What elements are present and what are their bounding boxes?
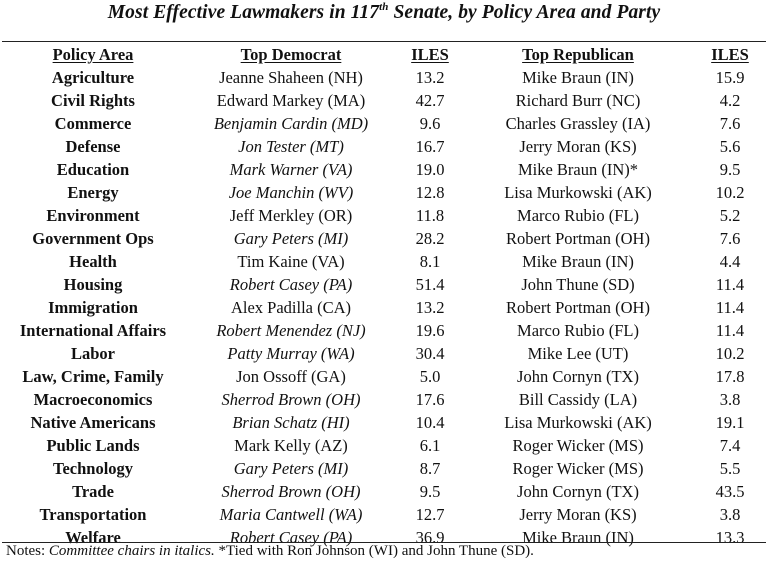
republican-iles-cell: 5.5 bbox=[719, 459, 741, 478]
table-row bbox=[2, 181, 766, 204]
democrat-iles-cell: 12.8 bbox=[415, 183, 445, 202]
republican-iles-cell: 11.4 bbox=[715, 321, 745, 340]
republican-cell: Jerry Moran (KS) bbox=[519, 137, 637, 156]
republican-cell: Robert Portman (OH) bbox=[506, 298, 650, 317]
democrat-iles-cell: 13.2 bbox=[415, 68, 445, 87]
democrat-cell: Sherrod Brown (OH) bbox=[221, 482, 361, 501]
table-row bbox=[2, 135, 766, 158]
democrat-cell: Gary Peters (MI) bbox=[233, 459, 349, 478]
democrat-iles-cell: 16.7 bbox=[415, 137, 445, 156]
policy-area-cell: Welfare bbox=[65, 528, 121, 547]
policy-area-cell: Native Americans bbox=[30, 413, 156, 432]
table-row bbox=[2, 434, 766, 457]
republican-cell: Lisa Murkowski (AK) bbox=[504, 413, 652, 432]
republican-iles-cell: 5.2 bbox=[719, 206, 741, 225]
policy-area-cell: Public Lands bbox=[46, 436, 140, 455]
policy-area-cell: Defense bbox=[65, 137, 121, 156]
democrat-iles-cell: 13.2 bbox=[415, 298, 445, 317]
democrat-cell: Benjamin Cardin (MD) bbox=[213, 114, 369, 133]
republican-iles-cell: 3.8 bbox=[719, 390, 741, 409]
table-row bbox=[2, 273, 766, 296]
democrat-iles-cell: 42.7 bbox=[415, 91, 445, 110]
republican-iles-cell: 11.4 bbox=[715, 275, 745, 294]
democrat-iles-cell: 10.4 bbox=[415, 413, 445, 432]
table-row bbox=[2, 388, 766, 411]
table-row bbox=[2, 365, 766, 388]
democrat-iles-cell: 12.7 bbox=[415, 505, 445, 524]
republican-iles-cell: 13.3 bbox=[715, 528, 745, 547]
republican-cell: Roger Wicker (MS) bbox=[512, 436, 644, 455]
republican-cell: Lisa Murkowski (AK) bbox=[504, 183, 652, 202]
table-row bbox=[2, 480, 766, 503]
table-row bbox=[2, 319, 766, 342]
policy-area-cell: Health bbox=[69, 252, 117, 271]
policy-area-cell: Government Ops bbox=[32, 229, 154, 248]
republican-cell: John Thune (SD) bbox=[521, 275, 635, 294]
democrat-cell: Robert Casey (PA) bbox=[229, 275, 353, 294]
lawmakers-table bbox=[2, 43, 766, 549]
republican-cell: Robert Portman (OH) bbox=[506, 229, 650, 248]
democrat-cell: Jon Tester (MT) bbox=[238, 137, 344, 156]
democrat-iles-cell: 6.1 bbox=[419, 436, 441, 455]
header-iles-republican: ILES bbox=[711, 45, 749, 64]
header-row bbox=[2, 43, 766, 66]
table-body bbox=[2, 66, 766, 549]
democrat-iles-cell: 51.4 bbox=[415, 275, 445, 294]
header-policy-area: Policy Area bbox=[52, 45, 134, 64]
democrat-iles-cell: 36.9 bbox=[415, 528, 445, 547]
table-row bbox=[2, 112, 766, 135]
democrat-cell: Alex Padilla (CA) bbox=[230, 298, 352, 317]
democrat-iles-cell: 11.8 bbox=[415, 206, 445, 225]
democrat-cell: Edward Markey (MA) bbox=[216, 91, 366, 110]
democrat-cell: Jeanne Shaheen (NH) bbox=[219, 68, 363, 87]
notes-prefix: Notes: bbox=[6, 543, 49, 559]
table-row bbox=[2, 204, 766, 227]
republican-cell: Mike Braun (IN) bbox=[522, 528, 634, 547]
notes-italic: Committee chairs in italics. bbox=[48, 543, 215, 559]
republican-iles-cell: 4.4 bbox=[719, 252, 741, 271]
democrat-iles-cell: 30.4 bbox=[415, 344, 445, 363]
democrat-iles-cell: 8.7 bbox=[419, 459, 441, 478]
republican-cell: Mike Braun (IN)* bbox=[517, 160, 639, 179]
democrat-iles-cell: 17.6 bbox=[415, 390, 445, 409]
republican-iles-cell: 9.5 bbox=[719, 160, 741, 179]
notes-suffix: *Tied with Ron Johnson (WI) and John Thune (SD). bbox=[214, 543, 534, 559]
policy-area-cell: Trade bbox=[72, 482, 114, 501]
header-top-democrat: Top Democrat bbox=[240, 45, 342, 64]
table-row bbox=[2, 250, 766, 273]
republican-cell: Bill Cassidy (LA) bbox=[518, 390, 638, 409]
title-rest: Senate, by Policy Area and Party bbox=[388, 2, 661, 23]
table-row bbox=[2, 158, 766, 181]
table-title bbox=[0, 2, 768, 24]
republican-iles-cell: 10.2 bbox=[715, 344, 745, 363]
republican-iles-cell: 11.4 bbox=[715, 298, 745, 317]
republican-iles-cell: 7.6 bbox=[719, 229, 741, 248]
democrat-iles-cell: 8.1 bbox=[419, 252, 441, 271]
democrat-cell: Sherrod Brown (OH) bbox=[221, 390, 361, 409]
democrat-cell: Jeff Merkley (OR) bbox=[229, 206, 353, 225]
democrat-cell: Robert Casey (PA) bbox=[229, 528, 353, 547]
republican-cell: Mike Braun (IN) bbox=[522, 252, 634, 271]
republican-cell: Charles Grassley (IA) bbox=[505, 114, 651, 133]
republican-cell: Richard Burr (NC) bbox=[515, 91, 641, 110]
policy-area-cell: Energy bbox=[67, 183, 119, 202]
policy-area-cell: Agriculture bbox=[51, 68, 135, 87]
policy-area-cell: Macroeconomics bbox=[33, 390, 153, 409]
republican-cell: Roger Wicker (MS) bbox=[512, 459, 644, 478]
policy-area-cell: Labor bbox=[70, 344, 115, 363]
republican-iles-cell: 7.6 bbox=[719, 114, 741, 133]
democrat-cell: Joe Manchin (WV) bbox=[228, 183, 354, 202]
republican-iles-cell: 7.4 bbox=[719, 436, 741, 455]
democrat-cell: Robert Menendez (NJ) bbox=[216, 321, 366, 340]
table-row bbox=[2, 227, 766, 250]
table-row bbox=[2, 66, 766, 89]
republican-cell: Jerry Moran (KS) bbox=[519, 505, 637, 524]
democrat-cell: Brian Schatz (HI) bbox=[232, 413, 350, 432]
republican-iles-cell: 19.1 bbox=[715, 413, 745, 432]
democrat-iles-cell: 28.2 bbox=[415, 229, 445, 248]
title-main: Most Effective Lawmakers in 117 bbox=[107, 2, 380, 23]
democrat-cell: Mark Warner (VA) bbox=[229, 160, 353, 179]
top-rule bbox=[2, 41, 766, 42]
policy-area-cell: International Affairs bbox=[19, 321, 167, 340]
democrat-cell: Mark Kelly (AZ) bbox=[234, 436, 348, 455]
republican-iles-cell: 5.6 bbox=[719, 137, 741, 156]
republican-cell: Marco Rubio (FL) bbox=[517, 321, 639, 340]
table-notes bbox=[6, 543, 534, 560]
policy-area-cell: Housing bbox=[63, 275, 123, 294]
republican-cell: John Cornyn (TX) bbox=[517, 482, 639, 501]
democrat-cell: Jon Ossoff (GA) bbox=[236, 367, 346, 386]
policy-area-cell: Transportation bbox=[39, 505, 147, 524]
democrat-cell: Maria Cantwell (WA) bbox=[219, 505, 363, 524]
democrat-iles-cell: 9.6 bbox=[419, 114, 441, 133]
policy-area-cell: Law, Crime, Family bbox=[22, 367, 164, 386]
table-row bbox=[2, 296, 766, 319]
table-row bbox=[2, 457, 766, 480]
democrat-iles-cell: 19.6 bbox=[415, 321, 445, 340]
republican-iles-cell: 10.2 bbox=[715, 183, 745, 202]
header-top-republican: Top Republican bbox=[522, 45, 634, 64]
democrat-cell: Patty Murray (WA) bbox=[227, 344, 355, 363]
republican-cell: Marco Rubio (FL) bbox=[517, 206, 639, 225]
republican-cell: Mike Lee (UT) bbox=[527, 344, 629, 363]
republican-cell: Mike Braun (IN) bbox=[522, 68, 634, 87]
policy-area-cell: Environment bbox=[46, 206, 140, 225]
republican-iles-cell: 4.2 bbox=[719, 91, 741, 110]
table-row bbox=[2, 342, 766, 365]
table-row bbox=[2, 503, 766, 526]
table-row bbox=[2, 411, 766, 434]
republican-iles-cell: 17.8 bbox=[715, 367, 745, 386]
democrat-iles-cell: 5.0 bbox=[419, 367, 441, 386]
policy-area-cell: Civil Rights bbox=[51, 91, 135, 110]
policy-area-cell: Immigration bbox=[48, 298, 138, 317]
republican-iles-cell: 3.8 bbox=[719, 505, 741, 524]
header-iles-democrat: ILES bbox=[411, 45, 449, 64]
policy-area-cell: Commerce bbox=[54, 114, 132, 133]
democrat-cell: Gary Peters (MI) bbox=[233, 229, 349, 248]
republican-cell: John Cornyn (TX) bbox=[517, 367, 639, 386]
table-row bbox=[2, 89, 766, 112]
policy-area-cell: Technology bbox=[52, 459, 134, 478]
policy-area-cell: Education bbox=[56, 160, 130, 179]
democrat-cell: Tim Kaine (VA) bbox=[237, 252, 345, 271]
title-superscript: th bbox=[379, 0, 389, 13]
republican-iles-cell: 43.5 bbox=[715, 482, 745, 501]
democrat-iles-cell: 19.0 bbox=[415, 160, 445, 179]
democrat-iles-cell: 9.5 bbox=[419, 482, 441, 501]
republican-iles-cell: 15.9 bbox=[715, 68, 745, 87]
